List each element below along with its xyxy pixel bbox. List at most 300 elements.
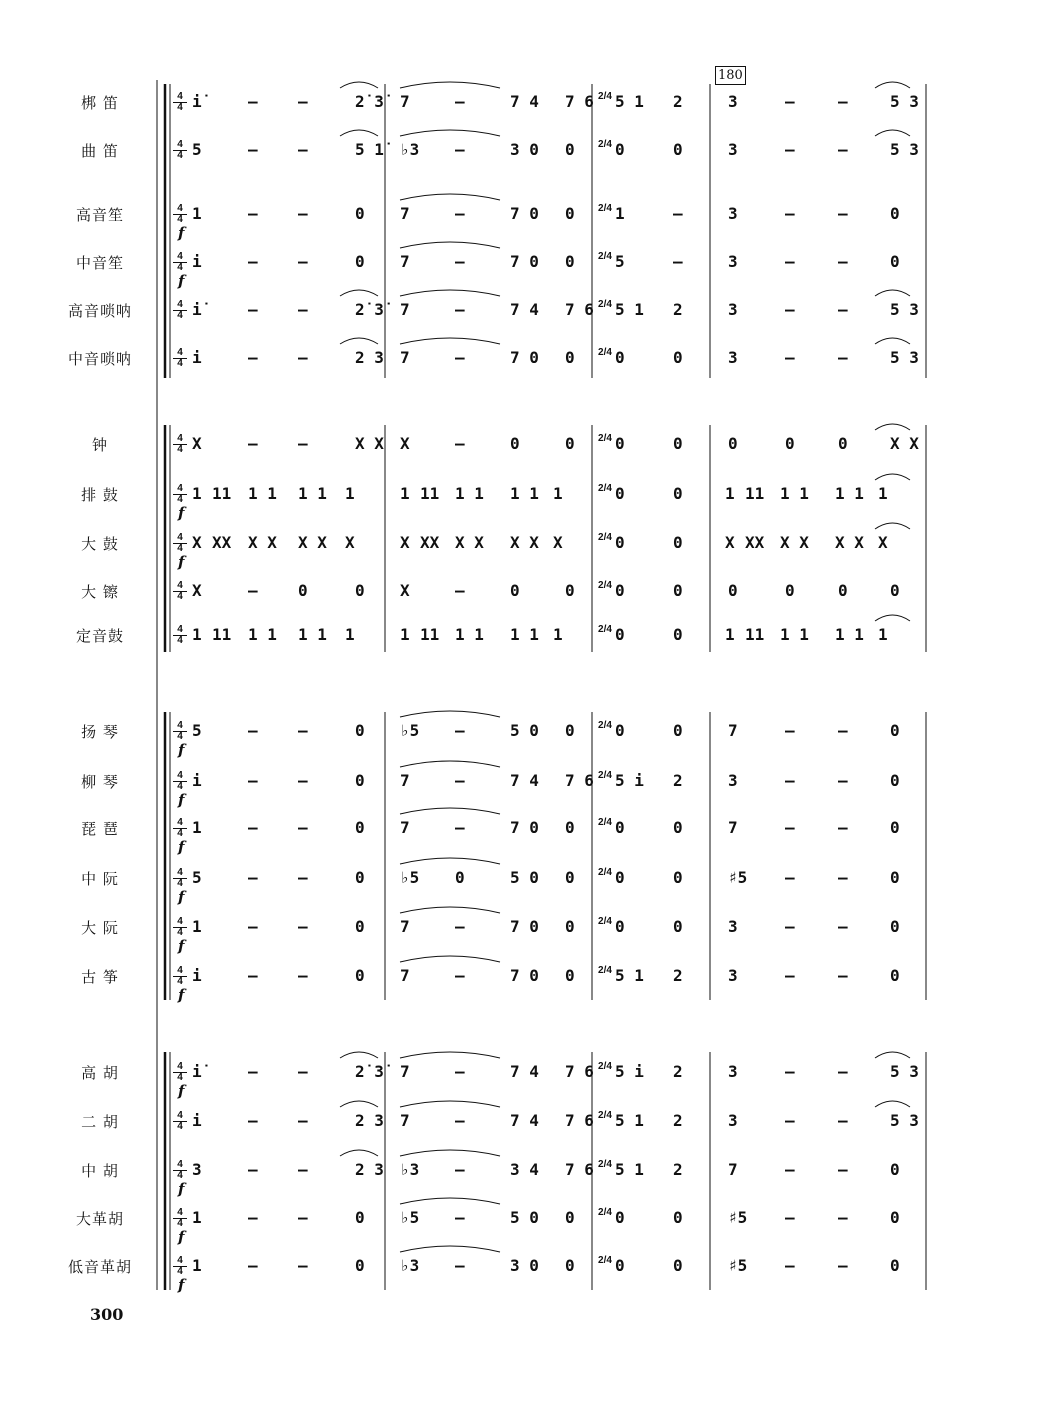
note-m1: 0 bbox=[355, 581, 365, 600]
instrument-label: 大革胡 bbox=[75, 1210, 124, 1228]
instrument-label: 大 阮 bbox=[81, 919, 119, 937]
note-m2: 7 6 bbox=[565, 1111, 594, 1130]
note-m1: i bbox=[192, 771, 202, 790]
note-m2: 7 bbox=[400, 917, 410, 936]
note-m3: 0 bbox=[673, 533, 683, 552]
note-m4: – bbox=[785, 818, 795, 837]
note-m2: 7 4 bbox=[510, 92, 539, 111]
slur bbox=[400, 1246, 500, 1252]
note-m2: ♭3 bbox=[400, 1160, 420, 1179]
note-m4: 1 bbox=[725, 484, 735, 503]
note-m1: i bbox=[192, 348, 202, 367]
note-m2: 1 1 bbox=[510, 484, 539, 503]
instrument-label: 中 阮 bbox=[81, 870, 119, 888]
slur bbox=[400, 956, 500, 962]
note-m3: 0 bbox=[615, 581, 625, 600]
note-m1: X bbox=[345, 533, 355, 552]
note-m4: – bbox=[838, 300, 848, 319]
note-m4: 3 bbox=[728, 1062, 738, 1081]
note-m1: 5 bbox=[192, 721, 202, 740]
note-m4: 1 1 bbox=[835, 625, 864, 644]
note-m1: 1 bbox=[192, 484, 202, 503]
note-m4: 0 bbox=[890, 868, 900, 887]
note-m2: 7 6 bbox=[565, 300, 594, 319]
slur bbox=[400, 761, 500, 767]
note-m1: X X bbox=[298, 533, 327, 552]
note-m2: 7 4 bbox=[510, 1111, 539, 1130]
note-m4: 5 3 bbox=[890, 348, 919, 367]
note-m4: 3 bbox=[728, 1111, 738, 1130]
note-m2: – bbox=[455, 300, 465, 319]
time-signature: 4 4 bbox=[173, 818, 187, 839]
time-signature: 4 4 bbox=[173, 966, 187, 987]
note-m3: 0 bbox=[615, 140, 625, 159]
slur bbox=[400, 82, 500, 88]
time-signature-2-4: 2/4 bbox=[598, 139, 612, 150]
slur bbox=[340, 1150, 378, 1156]
note-m1: – bbox=[298, 1208, 308, 1227]
note-m3: 5 1 bbox=[615, 1160, 644, 1179]
note-m3: 0 bbox=[673, 1208, 683, 1227]
note-m2: 7 4 bbox=[510, 300, 539, 319]
slur bbox=[400, 1052, 500, 1058]
note-m4: X X bbox=[835, 533, 864, 552]
note-m1: – bbox=[248, 204, 258, 223]
note-m1: i bbox=[192, 966, 202, 985]
note-m2: – bbox=[455, 140, 465, 159]
slur bbox=[400, 338, 500, 344]
slur bbox=[875, 338, 910, 344]
note-m2: – bbox=[455, 434, 465, 453]
note-m4: – bbox=[838, 917, 848, 936]
note-m1: 0 bbox=[355, 818, 365, 837]
note-m1: – bbox=[298, 966, 308, 985]
note-m3: 0 bbox=[673, 581, 683, 600]
note-m4: 5 3 bbox=[890, 140, 919, 159]
note-m4: 7 bbox=[728, 818, 738, 837]
note-m4: – bbox=[838, 1256, 848, 1275]
time-signature: 4 4 bbox=[173, 484, 187, 505]
note-m3: 2 bbox=[673, 1111, 683, 1130]
note-m4: – bbox=[785, 140, 795, 159]
note-m2: – bbox=[455, 1062, 465, 1081]
note-m4: – bbox=[838, 771, 848, 790]
note-m2: X bbox=[400, 581, 410, 600]
note-m2: 0 bbox=[565, 581, 575, 600]
time-signature: 4 4 bbox=[173, 917, 187, 938]
note-m4: – bbox=[838, 252, 848, 271]
note-m4: 0 bbox=[890, 1160, 900, 1179]
note-m1: 1 1 bbox=[248, 484, 277, 503]
note-m1: 5 bbox=[192, 868, 202, 887]
note-m4: – bbox=[785, 1256, 795, 1275]
note-m1: 0 bbox=[355, 966, 365, 985]
note-m4: – bbox=[838, 204, 848, 223]
note-m2: – bbox=[455, 1111, 465, 1130]
time-signature: 4 4 bbox=[173, 868, 187, 889]
note-m2: 0 bbox=[565, 434, 575, 453]
note-m2: 0 bbox=[565, 1256, 575, 1275]
note-m1: – bbox=[298, 868, 308, 887]
note-m1: 1 bbox=[192, 1208, 202, 1227]
note-m4: – bbox=[838, 92, 848, 111]
note-m4: 0 bbox=[785, 434, 795, 453]
note-m2: X X bbox=[455, 533, 484, 552]
note-m4: 0 bbox=[728, 581, 738, 600]
note-m4: – bbox=[785, 92, 795, 111]
note-m2: – bbox=[455, 204, 465, 223]
note-m1: – bbox=[298, 434, 308, 453]
note-m1: – bbox=[248, 917, 258, 936]
slur bbox=[340, 130, 378, 136]
note-m3: 2 bbox=[673, 771, 683, 790]
slur bbox=[875, 424, 910, 430]
note-m1: – bbox=[298, 204, 308, 223]
note-m1: – bbox=[298, 1160, 308, 1179]
note-m1: – bbox=[298, 917, 308, 936]
note-m2: – bbox=[455, 581, 465, 600]
note-m2: 1 bbox=[400, 625, 410, 644]
time-signature: 4 4 bbox=[173, 140, 187, 161]
note-m2: – bbox=[455, 917, 465, 936]
note-m1: – bbox=[248, 300, 258, 319]
note-m1: – bbox=[298, 252, 308, 271]
note-m1: – bbox=[298, 1111, 308, 1130]
note-m1: 2 3 bbox=[355, 348, 384, 367]
note-m2: 7 6 bbox=[565, 1062, 594, 1081]
dynamic-forte: f bbox=[178, 741, 185, 759]
note-m4: – bbox=[838, 1111, 848, 1130]
slur bbox=[400, 1101, 500, 1107]
time-signature-2-4: 2/4 bbox=[598, 347, 612, 358]
note-m4: ♯5 bbox=[728, 1256, 748, 1275]
slur bbox=[400, 1150, 500, 1156]
note-m1: X X bbox=[248, 533, 277, 552]
note-m1: – bbox=[248, 252, 258, 271]
note-m3: 2 bbox=[673, 1062, 683, 1081]
slur bbox=[400, 194, 500, 200]
dynamic-forte: f bbox=[178, 224, 185, 242]
note-m3: 0 bbox=[615, 1208, 625, 1227]
note-m1: i̇ bbox=[192, 300, 202, 319]
note-m4: 5 3 bbox=[890, 1111, 919, 1130]
rehearsal-mark: 180 bbox=[715, 66, 746, 85]
note-m3: 0 bbox=[615, 625, 625, 644]
note-m2: ♭3 bbox=[400, 1256, 420, 1275]
note-m1: 0 bbox=[355, 252, 365, 271]
note-m1: i̇ bbox=[192, 1062, 202, 1081]
note-m3: 0 bbox=[673, 818, 683, 837]
note-m1: – bbox=[248, 721, 258, 740]
note-m3: 2 bbox=[673, 1160, 683, 1179]
note-m2: 7 bbox=[400, 966, 410, 985]
note-m4: 3 bbox=[728, 966, 738, 985]
slur bbox=[400, 907, 500, 913]
note-m4: – bbox=[785, 348, 795, 367]
note-m1: 0 bbox=[355, 204, 365, 223]
note-m3: 0 bbox=[615, 721, 625, 740]
note-m4: – bbox=[838, 966, 848, 985]
time-signature-2-4: 2/4 bbox=[598, 1207, 612, 1218]
note-m4: ♯5 bbox=[728, 1208, 748, 1227]
note-m2: 7 bbox=[400, 300, 410, 319]
note-m4: 5 3 bbox=[890, 300, 919, 319]
note-m4: – bbox=[838, 1062, 848, 1081]
time-signature-2-4: 2/4 bbox=[598, 916, 612, 927]
note-m2: X X bbox=[510, 533, 539, 552]
note-m4: X bbox=[725, 533, 735, 552]
time-signature-2-4: 2/4 bbox=[598, 720, 612, 731]
note-m1: 1 1 bbox=[298, 484, 327, 503]
note-m4: – bbox=[785, 966, 795, 985]
note-m1: 2 3 bbox=[355, 1111, 384, 1130]
note-m1: 0 bbox=[298, 581, 308, 600]
note-m2: 0 bbox=[565, 917, 575, 936]
note-m1: – bbox=[298, 1256, 308, 1275]
note-m2: X bbox=[553, 533, 563, 552]
slur bbox=[400, 711, 500, 717]
note-m4: – bbox=[838, 1208, 848, 1227]
note-m4: 3 bbox=[728, 917, 738, 936]
note-m2: ♭3 bbox=[400, 140, 420, 159]
note-m1: 2 3 bbox=[355, 1160, 384, 1179]
note-m1: 5 1̇ bbox=[355, 140, 384, 159]
time-signature: 4 4 bbox=[173, 581, 187, 602]
note-m4: – bbox=[785, 721, 795, 740]
time-signature: 4 4 bbox=[173, 721, 187, 742]
slur bbox=[340, 338, 378, 344]
dynamic-forte: f bbox=[178, 1228, 185, 1246]
dynamic-forte: f bbox=[178, 791, 185, 809]
note-m2: 3 0 bbox=[510, 140, 539, 159]
note-m4: 3 bbox=[728, 92, 738, 111]
note-m2: – bbox=[455, 966, 465, 985]
note-m2: 3 4 bbox=[510, 1160, 539, 1179]
note-m1: 0 bbox=[355, 1208, 365, 1227]
dynamic-forte: f bbox=[178, 1082, 185, 1100]
time-signature: 4 4 bbox=[173, 625, 187, 646]
note-m2: 0 bbox=[565, 966, 575, 985]
note-m1: 1 bbox=[192, 818, 202, 837]
instrument-label: 大 镲 bbox=[81, 583, 119, 601]
note-m2: – bbox=[455, 721, 465, 740]
time-signature-2-4: 2/4 bbox=[598, 817, 612, 828]
slur bbox=[340, 1052, 378, 1058]
slur bbox=[875, 615, 910, 621]
slur bbox=[400, 808, 500, 814]
time-signature-2-4: 2/4 bbox=[598, 299, 612, 310]
note-m2: 1 1 bbox=[455, 484, 484, 503]
note-m2: 3 0 bbox=[510, 1256, 539, 1275]
note-m3: 5 1 bbox=[615, 1111, 644, 1130]
note-m2: – bbox=[455, 252, 465, 271]
dynamic-forte: f bbox=[178, 1276, 185, 1294]
time-signature-2-4: 2/4 bbox=[598, 1255, 612, 1266]
note-m4: 0 bbox=[890, 204, 900, 223]
note-m1: 1 bbox=[192, 917, 202, 936]
page-number: 300 bbox=[90, 1305, 124, 1324]
note-m4: – bbox=[838, 348, 848, 367]
note-m2: 0 bbox=[455, 868, 465, 887]
note-m1: 2̇ 3̇ bbox=[355, 92, 384, 111]
note-m4: 1 1 bbox=[780, 625, 809, 644]
instrument-label: 曲 笛 bbox=[81, 142, 119, 160]
note-m2: 0 bbox=[565, 868, 575, 887]
instrument-label: 定音鼓 bbox=[75, 627, 124, 645]
note-m2: 1 1 bbox=[510, 625, 539, 644]
note-m1: 1 bbox=[192, 1256, 202, 1275]
time-signature: 4 4 bbox=[173, 348, 187, 369]
note-m2: – bbox=[455, 348, 465, 367]
note-m4: 0 bbox=[838, 581, 848, 600]
note-m2: 7 bbox=[400, 204, 410, 223]
slur bbox=[400, 130, 500, 136]
slur bbox=[875, 1052, 910, 1058]
note-m1: – bbox=[248, 140, 258, 159]
time-signature-2-4: 2/4 bbox=[598, 867, 612, 878]
time-signature: 4 4 bbox=[173, 1111, 187, 1132]
instrument-label: 柳 琴 bbox=[81, 773, 119, 791]
note-m2: 7 bbox=[400, 252, 410, 271]
note-m4: 11 bbox=[745, 484, 765, 503]
note-m2: 5 0 bbox=[510, 868, 539, 887]
note-m4: – bbox=[785, 1111, 795, 1130]
note-m4: – bbox=[785, 917, 795, 936]
note-m1: 1 bbox=[192, 625, 202, 644]
time-signature: 4 4 bbox=[173, 533, 187, 554]
note-m1: – bbox=[298, 300, 308, 319]
note-m4: 0 bbox=[890, 966, 900, 985]
note-m2: 0 bbox=[565, 140, 575, 159]
note-m4: 0 bbox=[890, 721, 900, 740]
note-m4: 7 bbox=[728, 721, 738, 740]
note-m3: 0 bbox=[615, 348, 625, 367]
note-m4: 3 bbox=[728, 348, 738, 367]
instrument-label: 中 胡 bbox=[81, 1162, 119, 1180]
note-m4: – bbox=[838, 868, 848, 887]
time-signature-2-4: 2/4 bbox=[598, 965, 612, 976]
slur bbox=[340, 82, 378, 88]
slur bbox=[400, 858, 500, 864]
time-signature: 4 4 bbox=[173, 434, 187, 455]
note-m4: – bbox=[785, 1160, 795, 1179]
note-m2: – bbox=[455, 92, 465, 111]
dynamic-forte: f bbox=[178, 504, 185, 522]
note-m2: 7 6 bbox=[565, 92, 594, 111]
note-m3: 0 bbox=[615, 434, 625, 453]
dynamic-forte: f bbox=[178, 888, 185, 906]
instrument-label: 中音笙 bbox=[75, 254, 124, 272]
time-signature-2-4: 2/4 bbox=[598, 251, 612, 262]
instrument-label: 梆 笛 bbox=[81, 94, 119, 112]
note-m1: 1 bbox=[345, 484, 355, 503]
note-m4: X X bbox=[780, 533, 809, 552]
note-m3: 0 bbox=[615, 533, 625, 552]
note-m1: 0 bbox=[355, 1256, 365, 1275]
note-m1: – bbox=[298, 140, 308, 159]
note-m3: – bbox=[673, 252, 683, 271]
time-signature: 4 4 bbox=[173, 1256, 187, 1277]
note-m2: ♭5 bbox=[400, 721, 420, 740]
note-m4: – bbox=[785, 771, 795, 790]
note-m4: 3 bbox=[728, 252, 738, 271]
note-m2: 7 0 bbox=[510, 348, 539, 367]
note-m2: 7 bbox=[400, 1111, 410, 1130]
note-m4: 0 bbox=[785, 581, 795, 600]
note-m2: 7 bbox=[400, 92, 410, 111]
note-m2: – bbox=[455, 1160, 465, 1179]
note-m1: – bbox=[248, 868, 258, 887]
instrument-label: 扬 琴 bbox=[81, 723, 119, 741]
note-m1: 0 bbox=[355, 917, 365, 936]
time-signature-2-4: 2/4 bbox=[598, 91, 612, 102]
note-m2: – bbox=[455, 818, 465, 837]
note-m1: X X bbox=[355, 434, 384, 453]
note-m1: – bbox=[298, 92, 308, 111]
note-m2: 7 bbox=[400, 818, 410, 837]
note-m2: 5 0 bbox=[510, 1208, 539, 1227]
note-m4: 5 3 bbox=[890, 1062, 919, 1081]
note-m2: 7 0 bbox=[510, 252, 539, 271]
note-m3: 5 i bbox=[615, 1062, 644, 1081]
note-m3: 0 bbox=[673, 348, 683, 367]
instrument-label: 高音唢呐 bbox=[67, 302, 132, 320]
note-m4: 0 bbox=[838, 434, 848, 453]
note-m2: 7 bbox=[400, 771, 410, 790]
instrument-label: 琵 琶 bbox=[81, 820, 119, 838]
note-m3: 0 bbox=[673, 917, 683, 936]
note-m3: 5 1 bbox=[615, 300, 644, 319]
time-signature: 4 4 bbox=[173, 1208, 187, 1229]
note-m2: 11 bbox=[420, 625, 440, 644]
note-m1: 0 bbox=[355, 721, 365, 740]
note-m1: i bbox=[192, 252, 202, 271]
instrument-label: 大 鼓 bbox=[81, 535, 119, 553]
note-m2: X bbox=[400, 434, 410, 453]
note-m1: – bbox=[248, 771, 258, 790]
note-m2: 7 0 bbox=[510, 204, 539, 223]
time-signature: 4 4 bbox=[173, 1160, 187, 1181]
note-m4: X X bbox=[890, 434, 919, 453]
note-m4: 11 bbox=[745, 625, 765, 644]
note-m1: – bbox=[248, 581, 258, 600]
note-m2: 7 0 bbox=[510, 966, 539, 985]
note-m4: – bbox=[785, 300, 795, 319]
instrument-label: 二 胡 bbox=[81, 1113, 119, 1131]
note-m1: 1 1 bbox=[298, 625, 327, 644]
note-m1: – bbox=[248, 1208, 258, 1227]
note-m3: 0 bbox=[673, 1256, 683, 1275]
note-m2: 5 0 bbox=[510, 721, 539, 740]
note-m3: 0 bbox=[615, 818, 625, 837]
note-m3: 0 bbox=[615, 868, 625, 887]
note-m2: 0 bbox=[565, 721, 575, 740]
note-m3: 0 bbox=[673, 484, 683, 503]
slur bbox=[875, 474, 910, 480]
note-m4: – bbox=[838, 721, 848, 740]
time-signature: 4 4 bbox=[173, 1062, 187, 1083]
note-m4: – bbox=[785, 252, 795, 271]
note-m1: – bbox=[248, 434, 258, 453]
note-m1: 1 1 bbox=[248, 625, 277, 644]
note-m3: 5 bbox=[615, 252, 625, 271]
note-m1: 2̇ 3̇ bbox=[355, 1062, 384, 1081]
note-m1: XX bbox=[212, 533, 232, 552]
note-m1: – bbox=[298, 1062, 308, 1081]
note-m1: 5 bbox=[192, 140, 202, 159]
note-m1: – bbox=[248, 1062, 258, 1081]
note-m2: 11 bbox=[420, 484, 440, 503]
